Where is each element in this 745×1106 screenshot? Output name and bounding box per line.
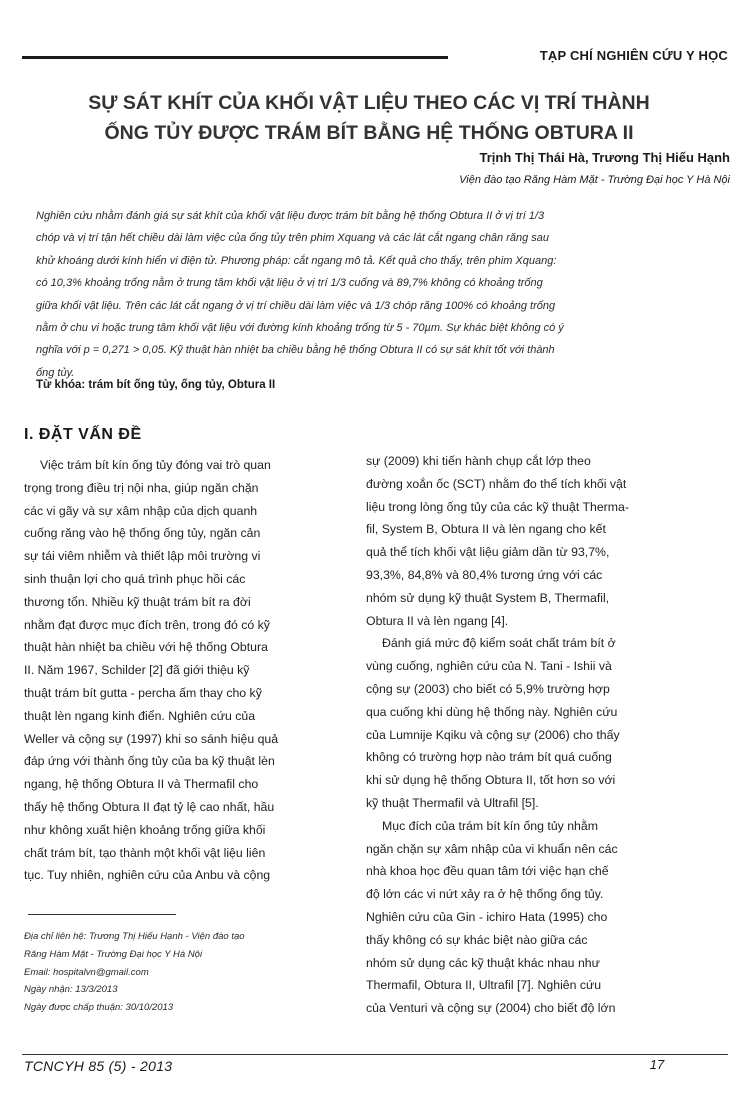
body-line: thuật hàn nhiệt ba chiều với hệ thống Obtura bbox=[24, 640, 268, 655]
body-line: nhóm sử dụng kỹ thuật System B, Thermafil, bbox=[366, 590, 610, 605]
body-line: liệu trong lòng ống tủy của các kỹ thuật Therma- bbox=[366, 499, 629, 514]
abstract-line: khử khoáng dưới kính hiển vi điện tử. Phương pháp: cắt ngang mô tả. Kết quả cho thấy, trên phim Xquang: bbox=[36, 254, 557, 267]
body-line: chất trám bít, tạo thành một khối vật liệu liên bbox=[24, 845, 266, 860]
body-line: Thermafil, Obtura II, Ultrafil [7]. Nghiên cứu bbox=[366, 978, 602, 993]
right-column bbox=[366, 450, 722, 1020]
abstract-line: nghĩa với p = 0,271 > 0,05. Kỹ thuật hàn nhiệt ba chiều bằng hệ thống Obtura II có sự sát khít tốt với thành bbox=[36, 344, 555, 357]
body-line: Obtura II và lèn ngang [4]. bbox=[366, 613, 509, 628]
body-line: nhằm đạt được mục đích trên, trong đó có kỹ bbox=[24, 617, 270, 632]
footnotes bbox=[24, 928, 354, 1017]
body-line: thương tổn. Nhiều kỹ thuật trám bít ra đời bbox=[24, 594, 251, 609]
footer-rule bbox=[22, 1054, 728, 1055]
body-line: tục. Tuy nhiên, nghiên cứu của Anbu và cộng bbox=[24, 868, 271, 883]
body-line: của Venturi và cộng sự (2004) cho biết độ lớn bbox=[366, 1001, 616, 1016]
body-line: sự (2009) khi tiến hành chụp cắt lớp theo bbox=[366, 454, 591, 468]
body-line: ngang, hệ thống Obtura II và Thermafil cho bbox=[24, 777, 259, 792]
body-line: 93,3%, 84,8% và 80,4% tương ứng với các bbox=[366, 567, 603, 582]
body-line: các vi gãy và sự xâm nhập của dịch quanh bbox=[24, 503, 258, 518]
abstract-line: ống tủy. bbox=[36, 366, 75, 379]
body-line: ngăn chặn sự xâm nhập của vi khuẩn nên các bbox=[366, 841, 618, 856]
body-line: sự tái viêm nhiễm và thiết lập môi trường vi bbox=[24, 549, 261, 564]
abstract-line: nằm ở chu vi hoặc trung tâm khối vật liệu với đường kính khoảng trống từ 5 - 70µm. Sự khác biệt không có ý bbox=[36, 322, 564, 335]
body-line: quả thể tích khối vật liệu giảm dần từ 93,7%, bbox=[366, 545, 610, 560]
body-line: của Lumnije Kqiku và cộng sự (2006) cho thấy bbox=[366, 727, 620, 742]
body-line: thấy không có sự khác biệt nào giữa các bbox=[366, 932, 588, 947]
body-line: độ lớn các vi nứt xảy ra ở hệ thống ống tủy. bbox=[366, 887, 604, 902]
footnote-line: Ngày nhận: 13/3/2013 bbox=[24, 984, 118, 996]
body-line: khi sử dụng hệ thống Obtura II, tốt hơn so với bbox=[366, 773, 616, 788]
affiliation: Viện đào tạo Răng Hàm Mặt - Trường Đại học Y Hà Nội bbox=[459, 174, 730, 186]
keywords: Từ khóa: trám bít ống tủy, ống tủy, Obtura II bbox=[36, 379, 276, 391]
authors: Trịnh Thị Thái Hà, Trương Thị Hiếu Hạnh bbox=[479, 150, 730, 165]
footnote-line: Răng Hàm Mặt - Trường Đại học Y Hà Nội bbox=[24, 948, 203, 960]
body-line: thấy hệ thống Obtura II đạt tỷ lệ cao nhất, hầu bbox=[24, 799, 275, 814]
abstract-line: Nghiên cứu nhằm đánh giá sự sát khít của khối vật liệu được trám bít bằng hệ thống Obtura II ở vị trí 1/3 bbox=[36, 210, 545, 222]
journal-name: TẠP CHÍ NGHIÊN CỨU Y HỌC bbox=[539, 48, 728, 63]
body-line: đường xoắn ốc (SCT) nhằm đo thể tích khối vật bbox=[366, 476, 627, 491]
body-line: nhóm sử dụng các kỹ thuật khác nhau như bbox=[366, 955, 600, 970]
body-line: II. Năm 1967, Schilder [2] đã giới thiệu kỹ bbox=[24, 663, 250, 678]
body-line: cuống răng vào hệ thống ống tủy, ngăn cản bbox=[24, 526, 261, 541]
body-line: qua cuống khi dùng hệ thống này. Nghiên cứu bbox=[366, 704, 618, 719]
footnote-rule bbox=[28, 914, 176, 915]
body-line: vùng cuống, nghiên cứu của N. Tani - Ishii và bbox=[366, 659, 612, 674]
body-line: Nghiên cứu của Gin - ichiro Hata (1995) cho bbox=[366, 909, 608, 924]
journal-reference: TCNCYH 85 (5) - 2013 bbox=[24, 1058, 173, 1074]
section-heading: I. ĐẶT VẤN ĐỀ bbox=[24, 426, 142, 443]
body-line: nhà khoa học đều quan tâm tới việc hạn chế bbox=[366, 864, 609, 879]
abstract-line: có 10,3% khoảng trống nằm ở trung tâm khối vật liệu ở vị trí 1/3 cuống và 89,7% không có khoảng trống bbox=[36, 277, 543, 290]
page-number: 17 bbox=[649, 1057, 665, 1072]
body-line: Việc trám bít kín ống tủy đóng vai trò quan bbox=[40, 458, 271, 472]
abstract-line: chóp và vị trí tận hết chiều dài làm việc của ống tủy trên phim Xquang và các lát cắt ngang chân răng sau bbox=[36, 232, 550, 245]
body-line: không có trường hợp nào trám bít quá cuống bbox=[366, 750, 612, 765]
footnote-line: Địa chỉ liên hệ: Trương Thị Hiếu Hạnh - Viện đào tạo bbox=[24, 931, 245, 942]
body-line: thuật lèn ngang kinh điển. Nghiên cứu của bbox=[24, 708, 256, 723]
article-title bbox=[24, 88, 714, 148]
body-line: sinh thuận lợi cho quá trình phục hồi các bbox=[24, 571, 246, 586]
body-line: thuật trám bít gutta - percha ấm thay cho kỹ bbox=[24, 685, 262, 700]
title-line: ỐNG TỦY ĐƯỢC TRÁM BÍT BẰNG HỆ THỐNG OBTURA II bbox=[104, 122, 634, 144]
abstract-line: giữa khối vật liệu. Trên các lát cắt ngang ở vị trí chiều dài làm việc và 1/3 chóp răng 100% có khoảng trống bbox=[36, 299, 556, 312]
body-line: Mục đích của trám bít kín ống tủy nhằm bbox=[382, 818, 598, 833]
abstract bbox=[36, 205, 724, 384]
body-line: cộng sự (2003) cho biết có 5,9% trường hợp bbox=[366, 681, 610, 696]
header-rule bbox=[22, 56, 448, 59]
footnote-line: Email: hospitalvn@gmail.com bbox=[24, 966, 149, 978]
footnote-line: Ngày được chấp thuận: 30/10/2013 bbox=[24, 1002, 174, 1014]
body-line: trọng trong điều trị nội nha, giúp ngăn chặn bbox=[24, 480, 259, 495]
body-line: Weller và cộng sự (1997) khi so sánh hiệu quả bbox=[24, 731, 279, 746]
title-line: SỰ SÁT KHÍT CỦA KHỐI VẬT LIỆU THEO CÁC VỊ TRÍ THÀNH bbox=[88, 92, 650, 114]
body-line: đáp ứng với thành ống tủy của ba kỹ thuật lèn bbox=[24, 754, 275, 769]
body-line: như không xuất hiện khoảng trống giữa khối bbox=[24, 822, 266, 837]
body-line: kỹ thuật Thermafil và Ultrafil [5]. bbox=[366, 795, 539, 810]
left-column bbox=[24, 454, 354, 887]
body-line: Đánh giá mức độ kiểm soát chất trám bít ở bbox=[382, 636, 616, 651]
body-line: fil, System B, Obtura II và lèn ngang cho kết bbox=[366, 522, 606, 537]
